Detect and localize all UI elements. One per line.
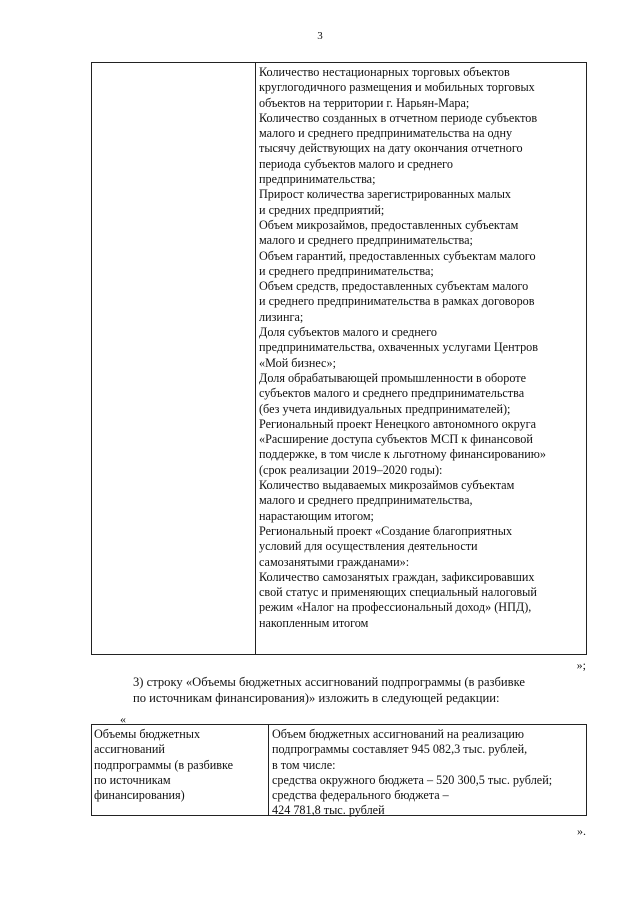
- text-line: предпринимательства;: [259, 172, 376, 187]
- text-line: 3) строку «Объемы бюджетных ассигнований подпрограммы (в разбивке: [133, 675, 525, 689]
- text-line: подпрограммы (в разбивке: [94, 757, 234, 772]
- text-line: объектов на территории г. Нарьян-Мара;: [259, 95, 470, 110]
- text-line: средства окружного бюджета – 520 300,5 тыс. рублей;: [272, 772, 553, 787]
- budget-label-cell: [94, 727, 264, 803]
- text-line: круглогодичного размещения и мобильных торговых: [259, 80, 535, 95]
- text-line: в том числе:: [272, 757, 336, 772]
- text-line: Объем бюджетных ассигнований на реализацию: [272, 727, 525, 741]
- text-line: самозанятыми гражданами»:: [259, 554, 410, 569]
- text-line: субъектов малого и среднего предпринимательства: [259, 386, 525, 401]
- text-line: тысячу действующих на дату окончания отчетного: [259, 141, 523, 156]
- text-line: Количество выдаваемых микрозаймов субъектам: [259, 478, 515, 493]
- text-line: и среднего предпринимательства в рамках договоров: [259, 294, 535, 309]
- text-line: «Расширение доступа субъектов МСП к финансовой: [259, 432, 533, 447]
- text-line: Количество самозанятых граждан, зафиксировавших: [259, 569, 535, 584]
- budget-value-cell: [272, 727, 584, 819]
- text-line: Доля субъектов малого и среднего: [259, 325, 437, 340]
- text-line: Объем гарантий, предоставленных субъектам малого: [259, 248, 536, 263]
- text-line: финансирования): [94, 788, 185, 803]
- indicators-cell: [259, 65, 584, 631]
- text-line: по источникам: [94, 772, 171, 787]
- indicators-table: [91, 62, 587, 655]
- text-line: Прирост количества зарегистрированных малых: [259, 187, 511, 202]
- page-number: 3: [317, 30, 323, 42]
- text-line: предпринимательства, охваченных услугами Центров: [259, 340, 539, 355]
- text-line: режим «Налог на профессиональный доход» (НПД),: [259, 600, 532, 615]
- text-line: периода субъектов малого и среднего: [259, 156, 453, 171]
- table-column-divider: [268, 725, 269, 815]
- text-line: малого и среднего предпринимательства на одну: [259, 126, 513, 141]
- text-line: средства федерального бюджета –: [272, 788, 449, 803]
- amendment-paragraph: [91, 674, 587, 706]
- text-line: подпрограммы составляет 945 082,3 тыс. рублей,: [272, 742, 528, 757]
- text-line: по источникам финансирования)» изложить в следующей редакции:: [133, 691, 500, 705]
- text-line: условий для осуществления деятельности: [259, 539, 478, 554]
- text-line: Объемы бюджетных: [94, 727, 201, 741]
- text-line: свой статус и применяющих специальный налоговый: [259, 585, 537, 600]
- text-line: (без учета индивидуальных предпринимателей);: [259, 401, 511, 416]
- text-line: Доля обрабатывающей промышленности в обороте: [259, 370, 527, 385]
- text-line: Объем средств, предоставленных субъектам малого: [259, 279, 529, 294]
- text-line: и средних предприятий;: [259, 202, 385, 217]
- text-line: Количество созданных в отчетном периоде субъектов: [259, 110, 538, 125]
- text-line: накопленным итогом: [259, 615, 369, 630]
- text-line: малого и среднего предпринимательства,: [259, 493, 473, 508]
- opening-quote: «: [120, 712, 126, 726]
- text-line: поддержке, в том числе к льготному финансированию»: [259, 447, 546, 462]
- text-line: и среднего предпринимательства;: [259, 263, 434, 278]
- text-line: Региональный проект Ненецкого автономного округа: [259, 416, 537, 431]
- text-line: «Мой бизнес»;: [259, 355, 336, 370]
- text-line: 424 781,8 тыс. рублей: [272, 803, 385, 818]
- text-line: ассигнований: [94, 742, 165, 757]
- text-line: Количество нестационарных торговых объектов: [259, 65, 510, 79]
- text-line: Объем микрозаймов, предоставленных субъектам: [259, 217, 519, 232]
- text-line: (срок реализации 2019–2020 годы):: [259, 462, 443, 477]
- text-line: малого и среднего предпринимательства;: [259, 233, 473, 248]
- text-line: нарастающим итогом;: [259, 508, 374, 523]
- text-line: Региональный проект «Создание благоприятных: [259, 523, 513, 538]
- table-column-divider: [255, 63, 256, 654]
- closing-quote: »;: [576, 658, 586, 672]
- budget-table: [91, 724, 587, 816]
- closing-quote: ».: [577, 824, 586, 838]
- text-line: лизинга;: [259, 309, 304, 324]
